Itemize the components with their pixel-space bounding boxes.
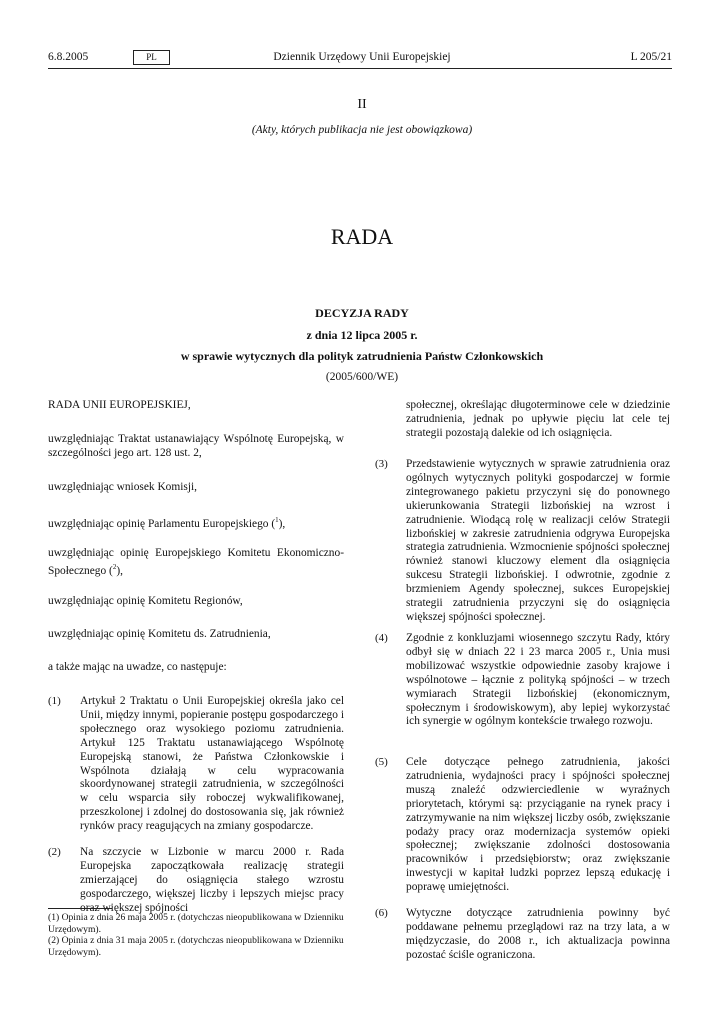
- footnote: (2) Opinia z dnia 31 maja 2005 r. (dotychczas nieopublikowana w Dzienniku Urzędowym).: [48, 935, 344, 958]
- recital-number: (6): [375, 907, 388, 919]
- part-subtitle: (Akty, których publikacja nie jest obowiązkowa): [251, 124, 473, 136]
- preamble-line: uwzględniając opinię Komitetu ds. Zatrudnienia,: [48, 628, 271, 640]
- recital-text: Przedstawienie wytycznych w sprawie zatrudnienia oraz ogólnych wytycznych polityki gospodarczej w formie zintegrowanego pakietu przyczyni się do ponownego ukierunkowania Strategii lizbońskiej na wzrost i zatrudnienie. Wiodącą rolę w realizacji celów Strategii lizbońskiej w zakresie zatrudnienia odgrywa Europejska strategia zatrudnienia. Wzmocnienie spójności społecznej również stanowi kluczowy element dla osiągnięcia sukcesu Strategii lizbońskiej. I odwrotnie, zgodnie z brzmieniem Agendy społecznej, sukces Europejskiej strategii zatrudnienia przyczyni się do osiągnięcia większej spójności społecznej.: [406, 458, 670, 623]
- journal-title: Dziennik Urzędowy Unii Europejskiej: [273, 51, 451, 63]
- decision-title: DECYZJA RADY: [315, 306, 409, 320]
- preamble-line: uwzględniając wniosek Komisji,: [48, 481, 197, 493]
- page-reference: L 205/21: [630, 51, 672, 63]
- preamble-line: uwzględniając opinię Komitetu Regionów,: [48, 595, 243, 607]
- preamble-line: uwzględniając opinię Europejskiego Komitetu Ekonomiczno-Społecznego ($^2$),: [48, 547, 344, 577]
- recital-text: Zgodnie z konkluzjami wiosennego szczytu Rady, który odbył się w dniach 22 i 23 marca 2005 r., Unia musi mobilizować wszystkie odpowiednie zasoby krajowe i wspólnotowe – łącznie z polityką spójności – w trzech wymiarach Strategii lizbońskiej (ekonomicznym, społecznym i środowiskowym), aby lepiej wykorzystać ich synergie w ogólnym kontekście trwałego rozwoju.: [406, 632, 670, 728]
- recital-number: (5): [375, 756, 388, 768]
- recital-text: Wytyczne dotyczące zatrudnienia powinny być poddawane pełnemu przeglądowi raz na trzy lata, a w międzyczasie, do 2008 r., ich aktualizacja powinna pozostać ściśle ograniczona.: [406, 907, 670, 961]
- footnote-rule: [48, 908, 112, 909]
- preamble-line: uwzględniając Traktat ustanawiający Wspólnotę Europejską, w szczególności jego art. 128 ust. 2,: [48, 433, 344, 459]
- preamble-line: a także mając na uwadze, co następuje:: [48, 661, 227, 673]
- decision-date: z dnia 12 lipca 2005 r.: [306, 328, 418, 342]
- recital-number: (3): [375, 458, 388, 470]
- recital-continuation: społecznej, określając długoterminowe cele w dziedzinie zatrudnienia, jednak po upływie pięciu lat cele tej strategii pozostają dalekie od ich osiągnięcia.: [406, 399, 670, 439]
- decision-subject: w sprawie wytycznych dla polityk zatrudnienia Państw Członkowskich: [180, 349, 544, 363]
- recital-text: Artykuł 2 Traktatu o Unii Europejskiej określa jako cel Unii, między innymi, popieranie postępu gospodarczego i społecznego oraz wysokiego poziomu zatrudnienia. Artykuł 125 Traktatu ustanawiającego Wspólnotę Europejską stanowi, że Państwa Członkowskie i Wspólnota działają w celu wypracowania skoordynowanej strategii zatrudnienia, w szczególności w celu wsparcia siły roboczej wykwalifikowanej, przeszkolonej i zdolnej do dostosowania się, jak również rynków pracy reagujących na zmiany gospodarcze.: [80, 695, 344, 833]
- part-number: II: [357, 97, 367, 112]
- decision-number: (2005/600/WE): [325, 371, 399, 383]
- preamble-line: uwzględniając opinię Parlamentu Europejskiego ($^1$),: [48, 516, 286, 530]
- recital-number: (1): [48, 695, 61, 707]
- recital-text: Cele dotyczące pełnego zatrudnienia, jakości zatrudnienia, wydajności pracy i spójności społecznej muszą znaleźć odzwierciedlenie w wyraźnych priorytetach, którymi są: przyciąganie na rynek pracy i zatrzymywanie na nim większej liczby osób, zwiększanie podaży pracy oraz modernizacja systemów opieki społecznej; zwiększanie zdolności dostosowania pracowników i przedsiębiorstw; oraz zwiększanie inwestycji w kapitał ludzki poprzez lepszą edukację i poprawę umiejętności.: [406, 756, 670, 894]
- institution-heading: RADA: [330, 224, 394, 249]
- publication-date: 6.8.2005: [48, 51, 89, 63]
- recital-number: (4): [375, 632, 388, 644]
- footnote: (1) Opinia z dnia 26 maja 2005 r. (dotychczas nieopublikowana w Dzienniku Urzędowym).: [48, 912, 344, 935]
- recital-text: Na szczycie w Lizbonie w marcu 2000 r. Rada Europejska zapoczątkowała realizację strategii zmierzającej do osiągnięcia stałego wzrostu gospodarczego, większej liczby i lepszych miejsc pracy oraz większej spójności: [80, 846, 344, 914]
- recital-number: (2): [48, 846, 61, 858]
- header-rule: [48, 68, 672, 69]
- preamble-line: RADA UNII EUROPEJSKIEJ,: [48, 399, 191, 411]
- language-badge: PL: [133, 50, 170, 65]
